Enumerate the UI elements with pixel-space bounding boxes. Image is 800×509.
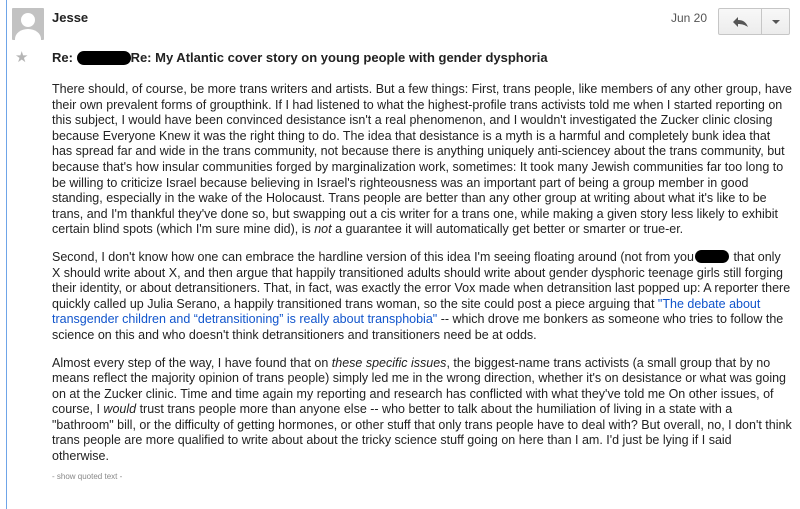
subject-text: Re: My Atlantic cover story on young people with gender dysphoria <box>130 50 548 65</box>
sender-avatar-icon[interactable] <box>12 8 44 40</box>
star-icon[interactable]: ★ <box>15 49 29 66</box>
body-paragraph-2 <box>52 250 792 344</box>
emphasis-not: not <box>314 222 332 237</box>
subject-prefix: Re: <box>52 50 77 65</box>
avatar-body-shape <box>15 29 41 40</box>
dropdown-arrow-icon <box>772 19 780 25</box>
vox-article-link[interactable]: "The debate about transgender children and “detransitioning” is really about transphobia" <box>52 296 761 327</box>
message-date[interactable]: Jun 20 <box>671 11 708 25</box>
body-text-3a: Almost every step of the way, I have found that on <box>52 355 332 370</box>
message-body <box>52 82 792 477</box>
body-text-1: There should, of course, be more trans writers and artists. But a few things: First, trans people, like members of any other group, have their own prevalent forms of groupthink. If I had listened to what the highest-profile trans activists told me when I started reporting on this subject, I would have been convinced desistance isn't a real phenomenon, and I wouldn't investigated the Zucker clinic closing because Everyone Knew it was the right thing to do. The idea that desistance is a myth is a harmful and completely bunk idea that has spread far and wide in the trans community, not because there is anything uniquely anti-sciencey about the trans community, but because that's how insular communities forged by marginalization work, sometimes: It took many Jewish communities far too long to be willing to criticize Israel because believing in Israel's righteousness was an important part of being a group member in good standing, especially in the wake of the Holocaust. Trans people are better than any other group at writing about what it's like to be trans, and I'm thankful they've done so, but swapping out a cis writer for a trans one, while making a given story less likely to exhibit certain blind spots (which I'm sure mine did), is <box>52 82 792 237</box>
emphasis-specific-issues: these specific issues <box>331 355 447 370</box>
redaction-block <box>77 51 131 65</box>
sender-name[interactable]: Jesse <box>52 10 89 25</box>
body-text-2a: Second, I don't know how one can embrace the hardline version of this idea I'm seeing floating around (not from you <box>52 249 694 264</box>
body-paragraph-3 <box>52 356 792 465</box>
avatar-head-shape <box>21 13 35 27</box>
body-text-2b: that only X should write about X, and then argue that happily transitioned adults should write about gender dysphoric teenage girls still forging their identity, or about detransitioners. That, in fact, was exactly the error Vox made when detransition last popped up: A reporter there quickly called up Julia Serano, a happily transitioned trans woman, so the site could post a piece arguing that <box>52 249 791 311</box>
body-text-3b: , the biggest-name trans activists (a small group that by no means reflect the majority opinion of trans people) simply led me in the wrong direction, whether it's on desistance or what was going on at the Zucker clinic. Time and time again my reporting and research has conflicted with what they've told me On other issues, of course, I <box>52 355 787 417</box>
message-subject <box>52 50 548 65</box>
reply-button-group <box>718 8 790 35</box>
body-text-2c: -- which drove me bonkers as someone who tries to follow the science on this and who doesn't think detransitioners and transitioners need be at odds. <box>52 312 784 342</box>
message-left-rule <box>6 0 7 509</box>
emphasis-would: would <box>103 402 137 417</box>
body-paragraph-1 <box>52 82 792 238</box>
reply-button[interactable] <box>718 8 762 35</box>
body-text-1-end: a guarantee it will automatically get better or smarter or true-er. <box>331 222 684 237</box>
reply-icon <box>731 16 749 28</box>
more-options-button[interactable] <box>762 8 790 35</box>
redaction-block-inline <box>695 250 729 263</box>
show-quoted-text-link[interactable]: - show quoted text - <box>52 472 123 481</box>
body-text-3c: trust trans people more than anyone else -- who better to talk about the humiliation of living in a state with a "bathroom" bill, or the difficulty of getting hormones, or other stuff that only trans people have to deal with? But overall, no, I don't think trans people are more qualified to write about about the tricky science stuff going on here than I am. I'd just be lying if I said otherwise. <box>52 402 792 464</box>
